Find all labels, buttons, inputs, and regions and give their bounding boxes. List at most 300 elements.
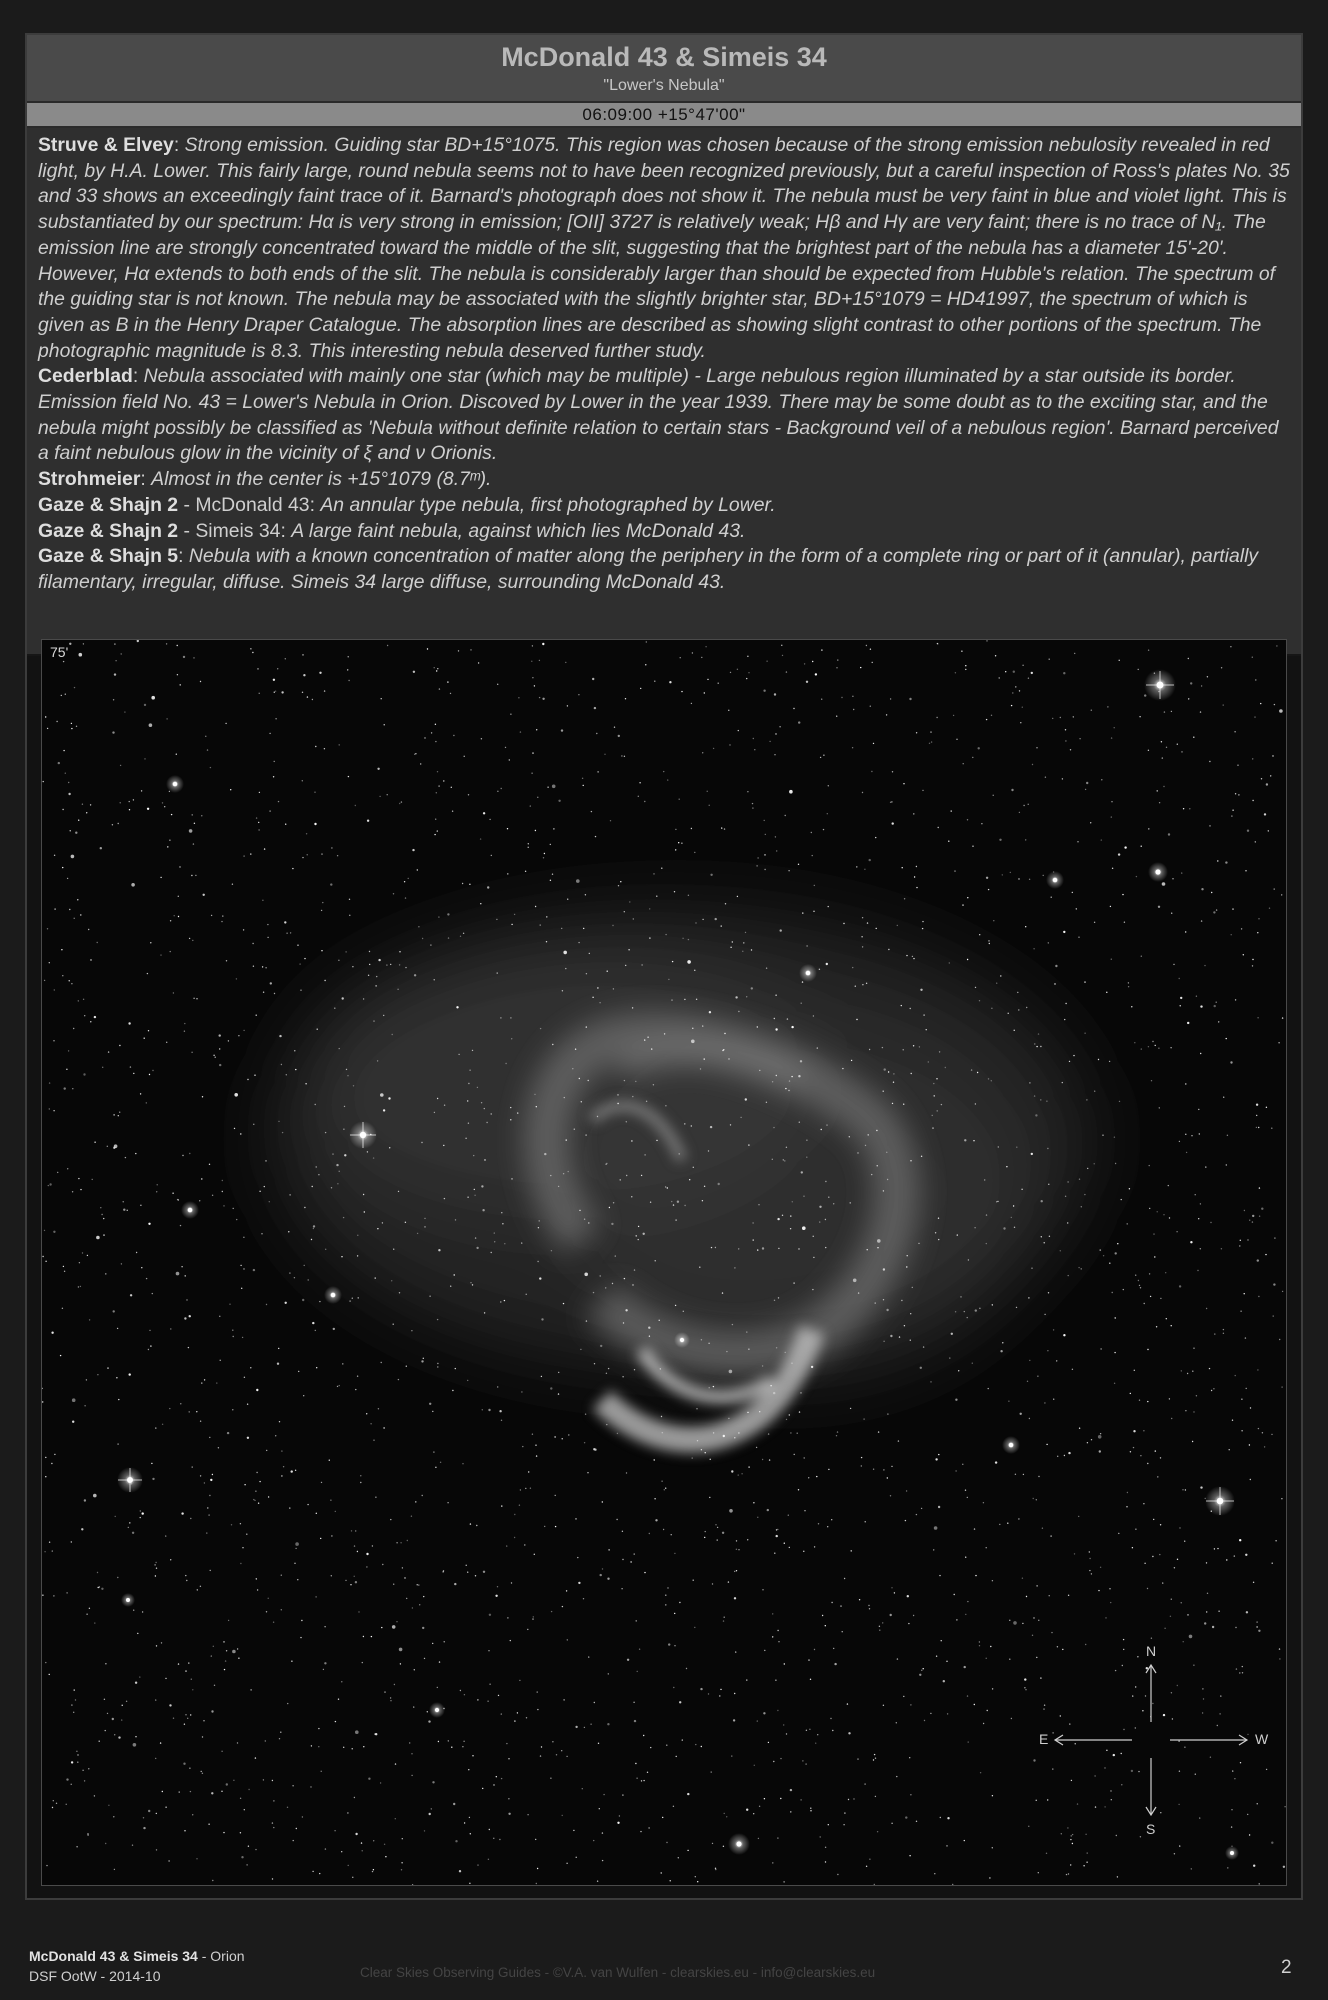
star bbox=[990, 1646, 991, 1647]
star bbox=[967, 1497, 968, 1498]
star bbox=[631, 1140, 632, 1141]
star bbox=[883, 1341, 884, 1342]
star bbox=[634, 1553, 635, 1554]
star bbox=[938, 1454, 939, 1455]
star bbox=[929, 743, 930, 744]
star bbox=[362, 1850, 363, 1851]
star bbox=[355, 1530, 356, 1531]
star bbox=[1085, 1834, 1086, 1835]
star bbox=[635, 1763, 636, 1764]
star bbox=[1115, 1252, 1117, 1254]
star bbox=[599, 1808, 600, 1809]
star bbox=[1011, 1217, 1012, 1218]
star bbox=[380, 1093, 384, 1097]
star bbox=[975, 1309, 977, 1311]
star bbox=[600, 1275, 601, 1276]
star bbox=[77, 1762, 78, 1763]
star bbox=[377, 1228, 378, 1229]
star bbox=[1061, 1833, 1062, 1834]
star bbox=[667, 1587, 668, 1588]
star bbox=[537, 1261, 538, 1262]
star bbox=[431, 732, 432, 733]
star bbox=[419, 1604, 420, 1605]
star bbox=[1048, 1292, 1049, 1293]
star bbox=[722, 1292, 723, 1293]
star bbox=[423, 1596, 424, 1597]
star bbox=[776, 1529, 777, 1530]
star bbox=[1086, 782, 1088, 784]
star bbox=[281, 1064, 282, 1065]
star bbox=[242, 1337, 243, 1338]
star bbox=[951, 1333, 953, 1335]
star bbox=[1087, 1168, 1088, 1169]
star bbox=[602, 1568, 603, 1569]
star bbox=[127, 1210, 128, 1211]
star bbox=[54, 855, 55, 856]
star bbox=[462, 883, 463, 884]
star bbox=[105, 1843, 106, 1844]
star bbox=[1024, 1678, 1026, 1680]
star bbox=[1013, 1205, 1014, 1206]
star bbox=[1232, 908, 1233, 909]
star bbox=[1223, 1329, 1224, 1330]
star bbox=[1169, 1398, 1170, 1399]
star bbox=[417, 1584, 418, 1585]
star bbox=[1249, 1834, 1250, 1835]
star bbox=[133, 1743, 137, 1747]
star bbox=[48, 1185, 49, 1186]
star bbox=[84, 1499, 86, 1501]
star bbox=[1076, 908, 1077, 909]
star bbox=[256, 1578, 257, 1579]
star bbox=[1181, 872, 1182, 873]
star bbox=[746, 1331, 747, 1332]
star bbox=[52, 1550, 53, 1551]
star bbox=[337, 1386, 338, 1387]
star bbox=[530, 1488, 531, 1489]
star bbox=[656, 1140, 657, 1141]
star bbox=[903, 1696, 904, 1697]
star bbox=[729, 1509, 733, 1513]
star bbox=[120, 765, 121, 766]
star bbox=[684, 999, 685, 1000]
star bbox=[117, 1443, 118, 1444]
star bbox=[211, 1655, 212, 1656]
star bbox=[1159, 1107, 1160, 1108]
star bbox=[910, 1008, 911, 1009]
star bbox=[844, 1812, 845, 1813]
star bbox=[713, 1432, 714, 1433]
note-text: Nebula associated with mainly one star (which may be multiple) - Large nebulous region illuminated by a star outside its border. Emission field No. 43 = Lower's Nebula in Orion. Discoved by Lower in the year 1939. There may be some doubt as to the exciting star, and the nebula might possibly be classified as 'Nebula without definite relation to certain stars - Background veil of a nebulous region'. Barnard perceived a faint nebulous glow in the vicinity of ξ and ν Orionis. bbox=[38, 365, 1279, 465]
star bbox=[1002, 1342, 1003, 1343]
star bbox=[1025, 839, 1026, 840]
star bbox=[1177, 744, 1178, 745]
star bbox=[552, 1741, 553, 1742]
star bbox=[922, 921, 923, 922]
star bbox=[315, 746, 316, 747]
star bbox=[1104, 1806, 1105, 1807]
star bbox=[1138, 669, 1139, 670]
star bbox=[331, 1575, 332, 1576]
star bbox=[992, 1580, 993, 1581]
star bbox=[789, 1414, 790, 1415]
star bbox=[155, 1427, 156, 1428]
star bbox=[1158, 1048, 1159, 1049]
star bbox=[989, 1877, 990, 1878]
star bbox=[493, 1784, 494, 1785]
star bbox=[728, 1058, 729, 1059]
star bbox=[411, 1516, 412, 1517]
star bbox=[1239, 1539, 1241, 1541]
star bbox=[666, 1842, 667, 1843]
star bbox=[883, 1190, 884, 1191]
star bbox=[1282, 1017, 1283, 1018]
star bbox=[237, 1742, 238, 1743]
star bbox=[1229, 1449, 1230, 1450]
star bbox=[561, 928, 562, 929]
star bbox=[415, 1501, 416, 1502]
star bbox=[280, 1732, 281, 1733]
star bbox=[177, 1199, 178, 1200]
star bbox=[247, 1079, 248, 1080]
star bbox=[1101, 839, 1102, 840]
star bbox=[913, 1045, 914, 1046]
star bbox=[951, 810, 952, 811]
star bbox=[1124, 922, 1125, 923]
star bbox=[184, 1023, 185, 1024]
star bbox=[1187, 1022, 1189, 1024]
star bbox=[1241, 1430, 1242, 1431]
star bbox=[354, 1545, 355, 1546]
star bbox=[853, 1279, 857, 1283]
star bbox=[1081, 1206, 1082, 1207]
star bbox=[66, 1069, 67, 1070]
star bbox=[693, 1167, 694, 1168]
star bbox=[746, 996, 747, 997]
star bbox=[1079, 738, 1080, 739]
star bbox=[757, 1720, 758, 1721]
star bbox=[974, 1704, 975, 1705]
star bbox=[165, 1535, 166, 1536]
star bbox=[999, 1524, 1000, 1525]
star bbox=[825, 1861, 826, 1862]
star bbox=[530, 805, 531, 806]
star bbox=[66, 1778, 68, 1780]
star bbox=[682, 1739, 683, 1740]
star bbox=[277, 668, 278, 669]
star bbox=[200, 1475, 201, 1476]
star bbox=[873, 1759, 874, 1760]
star bbox=[201, 1771, 202, 1772]
star bbox=[1187, 1614, 1188, 1615]
star bbox=[614, 727, 615, 728]
star bbox=[724, 1813, 725, 1814]
star bbox=[263, 992, 264, 993]
star bbox=[1176, 1231, 1177, 1232]
star bbox=[1016, 1147, 1017, 1148]
star bbox=[734, 1693, 735, 1694]
star bbox=[536, 729, 537, 730]
star bbox=[1012, 692, 1013, 693]
star bbox=[51, 1332, 53, 1334]
star bbox=[214, 1685, 215, 1686]
star bbox=[1235, 793, 1236, 794]
star bbox=[399, 964, 400, 965]
star bbox=[1147, 1588, 1148, 1589]
star bbox=[1221, 1248, 1222, 1249]
star bbox=[906, 955, 907, 956]
star bbox=[1050, 1535, 1051, 1536]
star bbox=[147, 808, 149, 810]
star bbox=[1163, 1214, 1164, 1215]
star bbox=[443, 1145, 444, 1146]
star bbox=[395, 1763, 396, 1764]
star bbox=[64, 1087, 66, 1089]
star bbox=[375, 1277, 376, 1278]
star bbox=[366, 1566, 367, 1567]
star bbox=[691, 828, 692, 829]
star bbox=[84, 1780, 85, 1781]
star bbox=[810, 1679, 811, 1680]
star bbox=[47, 928, 48, 929]
star bbox=[42, 1595, 43, 1596]
star bbox=[76, 1846, 77, 1847]
star bbox=[1273, 1283, 1275, 1285]
star bbox=[705, 1531, 706, 1532]
star bbox=[647, 1772, 648, 1773]
star bbox=[723, 1049, 724, 1050]
star bbox=[432, 1781, 434, 1783]
star bbox=[702, 919, 703, 920]
star bbox=[121, 1719, 122, 1720]
star bbox=[1253, 1582, 1254, 1583]
object-title: McDonald 43 & Simeis 34 bbox=[501, 42, 827, 72]
star bbox=[377, 768, 379, 770]
star bbox=[510, 1017, 511, 1018]
star bbox=[452, 811, 453, 812]
note-cederblad: Cederblad: Nebula associated with mainly one star (which may be multiple) - Large nebulous region illuminated by a star outside its border. Emission field No. 43 = Lower's Nebula in Orion. Discoved by Lower in the year 1939. There may be some doubt as to the exciting star, and the nebula might possibly be classified as 'Nebula without definite relation to certain stars - Background veil of a nebulous region'. Barnard perceived a faint nebulous glow in the vicinity of ξ and ν Orionis. bbox=[38, 365, 1279, 465]
star bbox=[768, 1742, 769, 1743]
star bbox=[482, 1209, 484, 1211]
star bbox=[1009, 1620, 1010, 1621]
star bbox=[1078, 937, 1079, 938]
star bbox=[786, 671, 787, 672]
star bbox=[826, 963, 828, 965]
star bbox=[202, 1096, 203, 1097]
star bbox=[764, 854, 765, 855]
star bbox=[429, 1403, 431, 1405]
star bbox=[913, 813, 914, 814]
star bbox=[1266, 1107, 1267, 1108]
star bbox=[539, 1220, 540, 1221]
star bbox=[423, 1358, 424, 1359]
star bbox=[691, 1040, 695, 1044]
star bbox=[208, 1514, 209, 1515]
star bbox=[783, 1724, 784, 1725]
star bbox=[392, 1625, 396, 1629]
star bbox=[841, 697, 842, 698]
star bbox=[1231, 934, 1232, 935]
star bbox=[495, 1595, 497, 1597]
star bbox=[97, 1572, 98, 1573]
star bbox=[624, 756, 625, 757]
star bbox=[1210, 1222, 1211, 1223]
star bbox=[774, 693, 776, 695]
star bbox=[819, 1206, 821, 1208]
star bbox=[566, 1590, 567, 1591]
star bbox=[531, 661, 532, 662]
star bbox=[140, 1205, 141, 1206]
star bbox=[297, 945, 298, 946]
star bbox=[1153, 1233, 1154, 1234]
star bbox=[278, 1348, 279, 1349]
star bbox=[1261, 1208, 1263, 1210]
star bbox=[497, 1386, 498, 1387]
star bbox=[1204, 1622, 1206, 1624]
star bbox=[775, 1028, 777, 1030]
star bbox=[825, 1181, 826, 1182]
star bbox=[339, 1171, 340, 1172]
star bbox=[812, 855, 813, 856]
star bbox=[996, 983, 997, 984]
star bbox=[1145, 1695, 1146, 1696]
star bbox=[576, 1857, 577, 1858]
star bbox=[653, 1084, 654, 1085]
star bbox=[565, 968, 566, 969]
star bbox=[192, 940, 193, 941]
star bbox=[740, 1117, 741, 1118]
star bbox=[376, 976, 377, 977]
star bbox=[436, 792, 437, 793]
star bbox=[1044, 1242, 1045, 1243]
star bbox=[500, 1301, 501, 1302]
star bbox=[877, 1239, 881, 1243]
star bbox=[679, 1153, 680, 1154]
footer-object-info bbox=[29, 1946, 245, 1986]
star bbox=[1212, 1626, 1214, 1628]
star bbox=[981, 823, 982, 824]
star bbox=[451, 1747, 452, 1748]
star bbox=[255, 1757, 256, 1758]
star bbox=[961, 651, 962, 652]
star bbox=[411, 1753, 412, 1754]
star bbox=[798, 1075, 800, 1077]
star bbox=[121, 653, 122, 654]
star bbox=[262, 966, 263, 967]
star bbox=[544, 1153, 546, 1155]
star bbox=[324, 980, 325, 981]
star bbox=[489, 1829, 490, 1830]
star bbox=[790, 1215, 791, 1216]
star bbox=[696, 999, 697, 1000]
star bbox=[738, 1474, 739, 1475]
star bbox=[233, 1208, 234, 1209]
star bbox=[623, 1322, 624, 1323]
star bbox=[118, 1736, 120, 1738]
star bbox=[322, 902, 323, 903]
star bbox=[324, 1662, 326, 1664]
star bbox=[475, 1575, 476, 1576]
star bbox=[1150, 1296, 1151, 1297]
star bbox=[521, 1242, 522, 1243]
star bbox=[1225, 861, 1227, 863]
star bbox=[1165, 1272, 1166, 1273]
star bbox=[345, 1580, 346, 1581]
star bbox=[438, 1249, 440, 1251]
star bbox=[748, 1466, 749, 1467]
star bbox=[800, 1392, 801, 1393]
star bbox=[268, 1496, 269, 1497]
star bbox=[330, 883, 332, 885]
star bbox=[266, 1611, 267, 1612]
star bbox=[137, 1633, 138, 1634]
star bbox=[729, 1370, 733, 1374]
star bbox=[312, 1186, 313, 1187]
star bbox=[390, 1700, 391, 1701]
star bbox=[456, 1006, 458, 1008]
star bbox=[190, 1791, 191, 1792]
star bbox=[837, 1874, 838, 1875]
star bbox=[998, 1146, 999, 1147]
star bbox=[337, 855, 338, 856]
star bbox=[65, 694, 66, 695]
star bbox=[177, 645, 178, 646]
star bbox=[759, 1411, 760, 1412]
star bbox=[1171, 1692, 1172, 1693]
star bbox=[447, 913, 449, 915]
star bbox=[1111, 737, 1112, 738]
star bbox=[1023, 805, 1024, 806]
star bbox=[507, 873, 508, 874]
star bbox=[360, 1482, 361, 1483]
star bbox=[238, 1658, 239, 1659]
star bbox=[697, 1440, 698, 1441]
star bbox=[1279, 1339, 1280, 1340]
star bbox=[275, 718, 276, 719]
star bbox=[1072, 1834, 1073, 1835]
star bbox=[918, 1243, 919, 1244]
star bbox=[610, 820, 611, 821]
star bbox=[185, 1575, 186, 1576]
star bbox=[312, 1322, 314, 1324]
star bbox=[411, 1775, 412, 1776]
star bbox=[424, 737, 425, 738]
star bbox=[500, 1017, 501, 1018]
star bbox=[273, 776, 274, 777]
footer-credits: Clear Skies Observing Guides - ©V.A. van Wulfen - clearskies.eu - info@clearskies.eu bbox=[360, 1965, 876, 1980]
star bbox=[79, 1262, 80, 1263]
star bbox=[1254, 716, 1255, 717]
star bbox=[1095, 1806, 1096, 1807]
star bbox=[299, 963, 300, 964]
star bbox=[898, 1440, 899, 1441]
star bbox=[905, 1520, 906, 1521]
star bbox=[1019, 690, 1020, 691]
star bbox=[475, 1237, 476, 1238]
star bbox=[348, 1865, 349, 1866]
star bbox=[711, 1771, 712, 1772]
star bbox=[715, 1524, 716, 1525]
star bbox=[1163, 786, 1164, 787]
star bbox=[1070, 1864, 1071, 1865]
star bbox=[717, 1527, 718, 1528]
star bbox=[380, 1782, 381, 1783]
star bbox=[393, 1324, 394, 1325]
star bbox=[62, 809, 63, 810]
star bbox=[738, 1248, 739, 1249]
star bbox=[521, 1391, 522, 1392]
star bbox=[1279, 709, 1283, 713]
